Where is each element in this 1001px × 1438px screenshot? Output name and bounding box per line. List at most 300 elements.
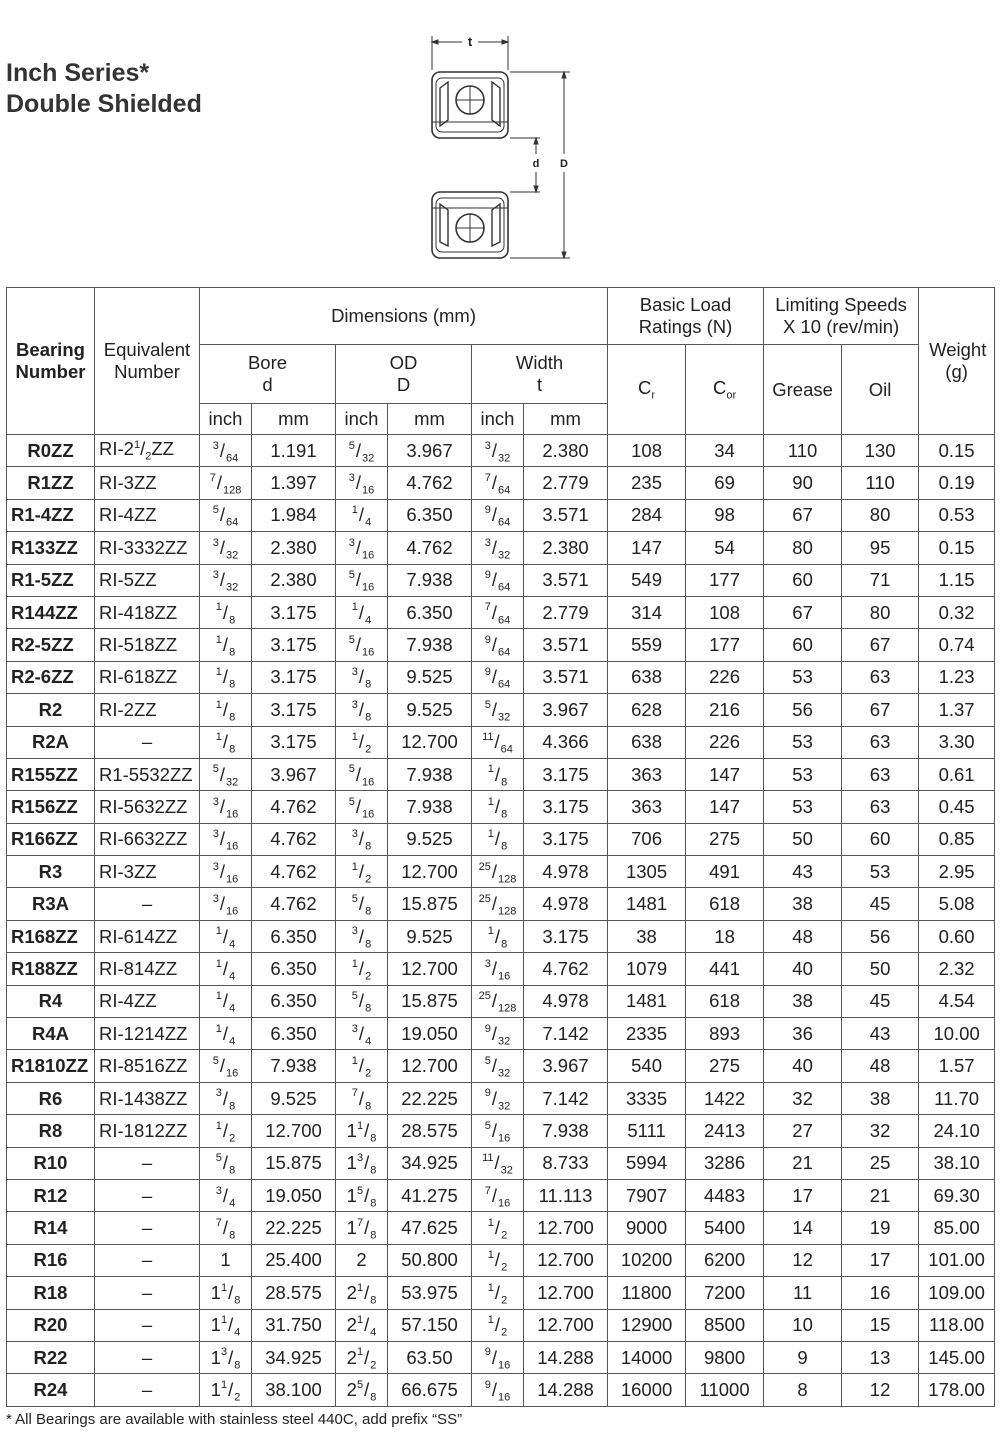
speed-oil: 12 (842, 1374, 919, 1406)
width-mm: 14.288 (524, 1341, 608, 1373)
width-inch: $^1/_8$ (472, 758, 524, 790)
diagram-label-D: D (560, 158, 568, 170)
width-mm: 3.967 (524, 1050, 608, 1082)
width-inch: $^1/_2$ (472, 1309, 524, 1341)
load-cor: 147 (686, 791, 764, 823)
width-inch: $^1/_2$ (472, 1212, 524, 1244)
bore-inch: $^5/_{64}$ (200, 499, 252, 531)
speed-grease: 36 (764, 1018, 842, 1050)
bore-inch: $^3/_{16}$ (200, 823, 252, 855)
speed-oil: 15 (842, 1309, 919, 1341)
header-width: Width t (472, 345, 608, 404)
width-inch: $^9/_{16}$ (472, 1341, 524, 1373)
width-mm: 4.762 (524, 953, 608, 985)
weight: 0.60 (919, 920, 995, 952)
load-cr: 363 (608, 791, 686, 823)
bearing-number: R8 (7, 1115, 95, 1147)
bearing-number: R188ZZ (7, 953, 95, 985)
equivalent-number: – (95, 1341, 200, 1373)
table-row (7, 823, 995, 855)
equivalent-number: RI-814ZZ (95, 953, 200, 985)
od-mm: 63.50 (388, 1341, 472, 1373)
bore-mm: 6.350 (252, 920, 336, 952)
table-row (7, 1018, 995, 1050)
speed-oil: 19 (842, 1212, 919, 1244)
weight: 178.00 (919, 1374, 995, 1406)
od-mm: 12.700 (388, 726, 472, 758)
table-row (7, 1050, 995, 1082)
speed-oil: 48 (842, 1050, 919, 1082)
od-mm: 47.625 (388, 1212, 472, 1244)
speed-oil: 25 (842, 1147, 919, 1179)
load-cr: 7907 (608, 1179, 686, 1211)
equivalent-number: RI-4ZZ (95, 985, 200, 1017)
load-cor: 441 (686, 953, 764, 985)
bore-mm: 1.191 (252, 435, 336, 467)
speed-oil: 95 (842, 532, 919, 564)
od-mm: 9.525 (388, 920, 472, 952)
width-mm: 3.571 (524, 499, 608, 531)
load-cr: 9000 (608, 1212, 686, 1244)
table-row (7, 1212, 995, 1244)
width-mm: 12.700 (524, 1277, 608, 1309)
bore-inch: $^1/_4$ (200, 953, 252, 985)
header-bore-mm: mm (252, 404, 336, 435)
bearing-number: R3 (7, 856, 95, 888)
equivalent-number: RI-618ZZ (95, 661, 200, 693)
bore-inch: $^5/_8$ (200, 1147, 252, 1179)
weight: 1.37 (919, 694, 995, 726)
width-mm: 3.571 (524, 629, 608, 661)
weight: 118.00 (919, 1309, 995, 1341)
width-mm: 7.938 (524, 1115, 608, 1147)
speed-oil: 60 (842, 823, 919, 855)
load-cor: 226 (686, 661, 764, 693)
speed-oil: 53 (842, 856, 919, 888)
bore-inch: $^3/_{16}$ (200, 888, 252, 920)
table-row (7, 920, 995, 952)
speed-oil: 67 (842, 694, 919, 726)
bore-inch: $^1/_2$ (200, 1115, 252, 1147)
od-mm: 12.700 (388, 1050, 472, 1082)
width-mm: 14.288 (524, 1374, 608, 1406)
load-cor: 216 (686, 694, 764, 726)
table-row (7, 888, 995, 920)
bore-inch: $^3/_{32}$ (200, 564, 252, 596)
bore-inch: $^3/_{64}$ (200, 435, 252, 467)
table-row (7, 791, 995, 823)
od-inch: $^3/_8$ (336, 920, 388, 952)
bearing-number: R2-5ZZ (7, 629, 95, 661)
bore-inch: $^1/_8$ (200, 694, 252, 726)
load-cor: 8500 (686, 1309, 764, 1341)
equivalent-number: – (95, 1212, 200, 1244)
weight: 0.61 (919, 758, 995, 790)
width-mm: 3.175 (524, 920, 608, 952)
header-od-mm: mm (388, 404, 472, 435)
od-inch: $^3/_8$ (336, 823, 388, 855)
speed-grease: 11 (764, 1277, 842, 1309)
speed-oil: 63 (842, 758, 919, 790)
speed-grease: 40 (764, 953, 842, 985)
width-mm: 4.978 (524, 856, 608, 888)
speed-grease: 53 (764, 726, 842, 758)
bore-mm: 15.875 (252, 1147, 336, 1179)
od-inch: $^1/_2$ (336, 726, 388, 758)
width-mm: 7.142 (524, 1018, 608, 1050)
equivalent-number: – (95, 1147, 200, 1179)
bore-inch: $^1/_4$ (200, 920, 252, 952)
od-inch: $^5/_8$ (336, 888, 388, 920)
width-inch: $^9/_{16}$ (472, 1374, 524, 1406)
bearing-number: R1-4ZZ (7, 499, 95, 531)
width-mm: 12.700 (524, 1212, 608, 1244)
speed-grease: 17 (764, 1179, 842, 1211)
width-mm: 2.779 (524, 596, 608, 628)
weight: 85.00 (919, 1212, 995, 1244)
weight: 101.00 (919, 1244, 995, 1276)
bearing-number: R144ZZ (7, 596, 95, 628)
load-cor: 491 (686, 856, 764, 888)
equivalent-number: – (95, 1309, 200, 1341)
table-row (7, 499, 995, 531)
bore-mm: 2.380 (252, 564, 336, 596)
od-inch: $^5/_{32}$ (336, 435, 388, 467)
speed-oil: 71 (842, 564, 919, 596)
width-inch: $^1/_2$ (472, 1277, 524, 1309)
bore-inch: $^1/_8$ (200, 629, 252, 661)
load-cor: 98 (686, 499, 764, 531)
load-cor: 9800 (686, 1341, 764, 1373)
load-cr: 14000 (608, 1341, 686, 1373)
od-mm: 50.800 (388, 1244, 472, 1276)
header-oil: Oil (842, 345, 919, 435)
load-cr: 363 (608, 758, 686, 790)
bore-mm: 4.762 (252, 888, 336, 920)
bore-inch: $^1/_8$ (200, 726, 252, 758)
speed-grease: 90 (764, 467, 842, 499)
weight: 38.10 (919, 1147, 995, 1179)
bearing-number: R22 (7, 1341, 95, 1373)
bore-inch: $^3/_8$ (200, 1082, 252, 1114)
equivalent-number: RI-1438ZZ (95, 1082, 200, 1114)
equivalent-number: RI-3ZZ (95, 856, 200, 888)
equivalent-number: RI-6632ZZ (95, 823, 200, 855)
load-cr: 10200 (608, 1244, 686, 1276)
bore-mm: 3.175 (252, 694, 336, 726)
diagram-label-t: t (467, 34, 473, 49)
speed-grease: 53 (764, 791, 842, 823)
width-mm: 4.366 (524, 726, 608, 758)
od-inch: $^3/_{16}$ (336, 467, 388, 499)
bore-mm: 3.175 (252, 596, 336, 628)
load-cor: 5400 (686, 1212, 764, 1244)
equivalent-number: RI-8516ZZ (95, 1050, 200, 1082)
speed-oil: 38 (842, 1082, 919, 1114)
speed-grease: 40 (764, 1050, 842, 1082)
bore-mm: 12.700 (252, 1115, 336, 1147)
bearing-number: R4A (7, 1018, 95, 1050)
od-mm: 3.967 (388, 435, 472, 467)
equivalent-number: – (95, 1179, 200, 1211)
width-inch: $^3/_{32}$ (472, 532, 524, 564)
width-mm: 4.978 (524, 888, 608, 920)
speed-oil: 45 (842, 985, 919, 1017)
od-inch: $2^1/_4$ (336, 1309, 388, 1341)
weight: 0.85 (919, 823, 995, 855)
speed-grease: 38 (764, 985, 842, 1017)
table-row (7, 1082, 995, 1114)
weight: 2.95 (919, 856, 995, 888)
table-row (7, 758, 995, 790)
load-cr: 3335 (608, 1082, 686, 1114)
equivalent-number: RI-5632ZZ (95, 791, 200, 823)
speed-grease: 43 (764, 856, 842, 888)
bearing-number: R156ZZ (7, 791, 95, 823)
bore-mm: 1.397 (252, 467, 336, 499)
load-cr: 5994 (608, 1147, 686, 1179)
width-inch: $^5/_{16}$ (472, 1115, 524, 1147)
load-cor: 177 (686, 564, 764, 596)
equivalent-number: RI-4ZZ (95, 499, 200, 531)
header-bore: Bore d (200, 345, 336, 404)
width-inch: $^9/_{32}$ (472, 1018, 524, 1050)
bore-inch: $^1/_4$ (200, 1018, 252, 1050)
speed-oil: 13 (842, 1341, 919, 1373)
load-cor: 147 (686, 758, 764, 790)
speed-grease: 67 (764, 596, 842, 628)
width-inch: $^3/_{16}$ (472, 953, 524, 985)
od-mm: 9.525 (388, 694, 472, 726)
bearing-number: R2 (7, 694, 95, 726)
od-mm: 6.350 (388, 499, 472, 531)
header-od: OD D (336, 345, 472, 404)
bore-inch: $^5/_{32}$ (200, 758, 252, 790)
table-row (7, 467, 995, 499)
bore-inch: $^5/_{16}$ (200, 1050, 252, 1082)
header-width-inch: inch (472, 404, 524, 435)
bore-inch: $^7/_8$ (200, 1212, 252, 1244)
speed-grease: 38 (764, 888, 842, 920)
header-bearing-number: Bearing Number (7, 288, 95, 435)
speed-grease: 53 (764, 758, 842, 790)
load-cr: 235 (608, 467, 686, 499)
bore-mm: 4.762 (252, 823, 336, 855)
od-mm: 22.225 (388, 1082, 472, 1114)
equivalent-number: RI-3332ZZ (95, 532, 200, 564)
od-inch: $^5/_8$ (336, 985, 388, 1017)
equivalent-number: – (95, 1244, 200, 1276)
weight: 2.32 (919, 953, 995, 985)
width-inch: $^{25}/_{128}$ (472, 888, 524, 920)
load-cr: 549 (608, 564, 686, 596)
table-row (7, 1277, 995, 1309)
load-cr: 706 (608, 823, 686, 855)
width-mm: 12.700 (524, 1244, 608, 1276)
bearing-number: R133ZZ (7, 532, 95, 564)
title-line-2: Double Shielded (6, 90, 202, 118)
weight: 0.19 (919, 467, 995, 499)
weight: 24.10 (919, 1115, 995, 1147)
speed-grease: 8 (764, 1374, 842, 1406)
speed-oil: 45 (842, 888, 919, 920)
header-grease: Grease (764, 345, 842, 435)
load-cr: 540 (608, 1050, 686, 1082)
weight: 3.30 (919, 726, 995, 758)
load-cr: 628 (608, 694, 686, 726)
bearing-number: R12 (7, 1179, 95, 1211)
speed-grease: 50 (764, 823, 842, 855)
table-row (7, 694, 995, 726)
speed-grease: 9 (764, 1341, 842, 1373)
od-mm: 6.350 (388, 596, 472, 628)
width-inch: $^9/_{64}$ (472, 564, 524, 596)
speed-oil: 43 (842, 1018, 919, 1050)
load-cor: 54 (686, 532, 764, 564)
table-row (7, 564, 995, 596)
width-mm: 3.967 (524, 694, 608, 726)
header-bore-inch: inch (200, 404, 252, 435)
table-row (7, 1309, 995, 1341)
od-inch: $^3/_8$ (336, 661, 388, 693)
bore-mm: 19.050 (252, 1179, 336, 1211)
od-mm: 15.875 (388, 888, 472, 920)
load-cor: 4483 (686, 1179, 764, 1211)
weight: 0.53 (919, 499, 995, 531)
od-mm: 7.938 (388, 629, 472, 661)
speed-oil: 130 (842, 435, 919, 467)
bearing-number: R10 (7, 1147, 95, 1179)
bearing-number: R6 (7, 1082, 95, 1114)
load-cor: 69 (686, 467, 764, 499)
page-title (6, 58, 202, 120)
bearing-number: R2-6ZZ (7, 661, 95, 693)
width-mm: 11.113 (524, 1179, 608, 1211)
table-row (7, 985, 995, 1017)
speed-grease: 53 (764, 661, 842, 693)
bearing-number: R24 (7, 1374, 95, 1406)
bore-mm: 25.400 (252, 1244, 336, 1276)
od-mm: 12.700 (388, 953, 472, 985)
speed-oil: 32 (842, 1115, 919, 1147)
od-inch: $1^1/_8$ (336, 1115, 388, 1147)
od-inch: $2^5/_8$ (336, 1374, 388, 1406)
bore-inch: $1^1/_2$ (200, 1374, 252, 1406)
header-equivalent-number: Equivalent Number (95, 288, 200, 435)
bearing-number: R166ZZ (7, 823, 95, 855)
header-od-inch: inch (336, 404, 388, 435)
bore-mm: 6.350 (252, 1018, 336, 1050)
weight: 0.15 (919, 532, 995, 564)
speed-grease: 60 (764, 629, 842, 661)
bearing-number: R1ZZ (7, 467, 95, 499)
weight: 69.30 (919, 1179, 995, 1211)
load-cor: 11000 (686, 1374, 764, 1406)
width-inch: $^5/_{32}$ (472, 694, 524, 726)
weight: 4.54 (919, 985, 995, 1017)
equivalent-number: RI-2ZZ (95, 694, 200, 726)
weight: 1.57 (919, 1050, 995, 1082)
od-mm: 57.150 (388, 1309, 472, 1341)
bore-mm: 2.380 (252, 532, 336, 564)
od-mm: 4.762 (388, 532, 472, 564)
equivalent-number: RI-1812ZZ (95, 1115, 200, 1147)
bore-mm: 3.175 (252, 629, 336, 661)
speed-oil: 16 (842, 1277, 919, 1309)
speed-oil: 80 (842, 596, 919, 628)
load-cr: 1079 (608, 953, 686, 985)
title-line-1: Inch Series* (6, 59, 150, 87)
table-row (7, 532, 995, 564)
width-inch: $^1/_8$ (472, 823, 524, 855)
bearing-number: R1-5ZZ (7, 564, 95, 596)
od-inch: $^5/_{16}$ (336, 758, 388, 790)
speed-grease: 27 (764, 1115, 842, 1147)
width-mm: 3.571 (524, 564, 608, 596)
width-inch: $^{11}/_{64}$ (472, 726, 524, 758)
weight: 109.00 (919, 1277, 995, 1309)
width-inch: $^5/_{32}$ (472, 1050, 524, 1082)
bearing-number: R1810ZZ (7, 1050, 95, 1082)
load-cor: 893 (686, 1018, 764, 1050)
equivalent-number: – (95, 1277, 200, 1309)
equivalent-number: – (95, 1374, 200, 1406)
bore-inch: $^3/_{32}$ (200, 532, 252, 564)
bore-inch: 1 (200, 1244, 252, 1276)
load-cr: 314 (608, 596, 686, 628)
od-inch: $^1/_2$ (336, 1050, 388, 1082)
weight: 1.15 (919, 564, 995, 596)
bore-inch: $1^1/_8$ (200, 1277, 252, 1309)
load-cor: 7200 (686, 1277, 764, 1309)
bore-inch: $^3/_{16}$ (200, 791, 252, 823)
speed-grease: 10 (764, 1309, 842, 1341)
od-mm: 19.050 (388, 1018, 472, 1050)
bore-mm: 3.967 (252, 758, 336, 790)
speed-grease: 110 (764, 435, 842, 467)
load-cr: 284 (608, 499, 686, 531)
width-inch: $^{25}/_{128}$ (472, 856, 524, 888)
diagram-label-d: d (532, 158, 540, 170)
od-mm: 9.525 (388, 823, 472, 855)
load-cr: 638 (608, 661, 686, 693)
bore-mm: 3.175 (252, 726, 336, 758)
weight: 0.45 (919, 791, 995, 823)
speed-oil: 17 (842, 1244, 919, 1276)
table-row (7, 953, 995, 985)
od-mm: 7.938 (388, 564, 472, 596)
speed-oil: 21 (842, 1179, 919, 1211)
header-cor: $C_{or}$ (686, 345, 764, 435)
width-mm: 2.779 (524, 467, 608, 499)
bearing-number: R155ZZ (7, 758, 95, 790)
table-row (7, 1179, 995, 1211)
table-row (7, 596, 995, 628)
speed-oil: 110 (842, 467, 919, 499)
width-mm: 2.380 (524, 532, 608, 564)
od-inch: $^1/_2$ (336, 953, 388, 985)
bore-inch: $1^1/_4$ (200, 1309, 252, 1341)
od-inch: $^3/_4$ (336, 1018, 388, 1050)
load-cor: 34 (686, 435, 764, 467)
table-row (7, 856, 995, 888)
width-inch: $^9/_{64}$ (472, 499, 524, 531)
od-inch: $2^1/_2$ (336, 1341, 388, 1373)
od-inch: $^3/_{16}$ (336, 532, 388, 564)
load-cr: 147 (608, 532, 686, 564)
weight: 1.23 (919, 661, 995, 693)
width-inch: $^9/_{64}$ (472, 629, 524, 661)
